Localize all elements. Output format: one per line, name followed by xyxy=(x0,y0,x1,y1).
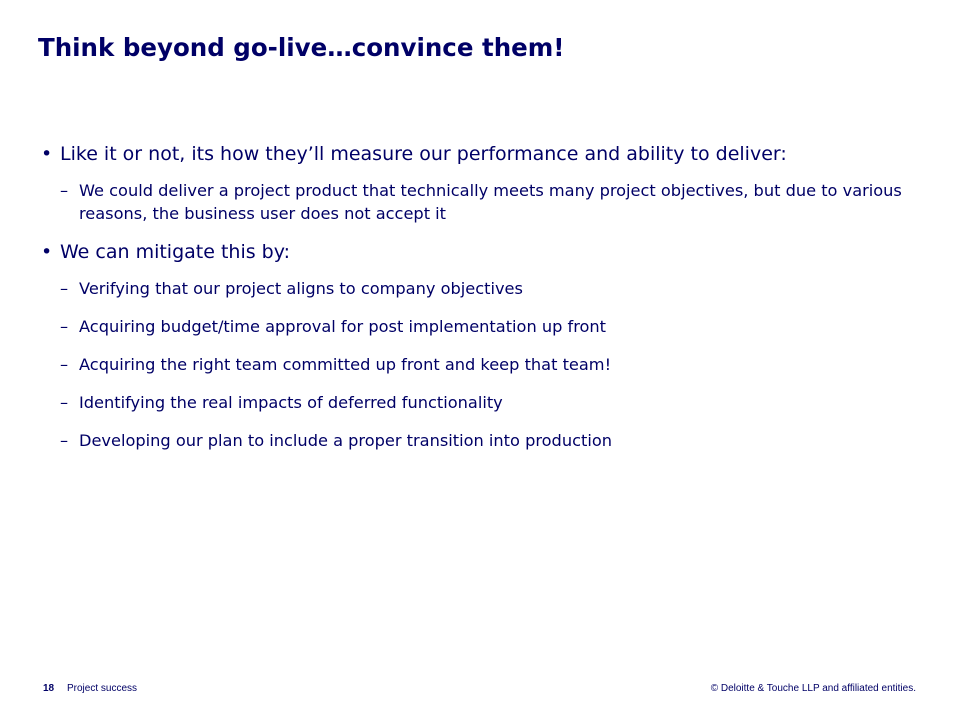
sub-bullet-item xyxy=(38,353,908,376)
bullet-marker: • xyxy=(41,143,53,165)
sub-bullet-item xyxy=(38,429,908,452)
sub-bullet-item xyxy=(38,179,908,225)
sub-bullet-item xyxy=(38,315,908,338)
bullet-text: We can mitigate this by: xyxy=(60,241,291,263)
sub-bullet-text: Developing our plan to include a proper transition into production xyxy=(79,431,612,450)
dash-marker: – xyxy=(60,355,69,374)
sub-bullet-text: We could deliver a project product that technically meets many project objectives, but due to various reasons, the business user does not accept it xyxy=(79,181,902,223)
sub-bullet-item xyxy=(38,277,908,300)
dash-marker: – xyxy=(60,279,69,298)
bullet-item xyxy=(38,141,908,167)
dash-marker: – xyxy=(60,181,69,200)
bullet-item xyxy=(38,239,908,265)
sub-bullet-text: Identifying the real impacts of deferred functionality xyxy=(79,393,503,412)
sub-bullet-item xyxy=(38,391,908,414)
slide-content xyxy=(38,141,908,467)
bullet-marker: • xyxy=(41,241,53,263)
bullet-text: Like it or not, its how they’ll measure our performance and ability to deliver: xyxy=(60,143,787,165)
sub-bullet-text: Verifying that our project aligns to company objectives xyxy=(79,279,523,298)
sub-bullet-list xyxy=(38,277,908,452)
sub-bullet-text: Acquiring the right team committed up front and keep that team! xyxy=(79,355,612,374)
slide-footer xyxy=(0,683,960,697)
page-number: 18 xyxy=(43,683,55,694)
dash-marker: – xyxy=(60,317,69,336)
copyright-notice: © Deloitte & Touche LLP and affiliated entities. xyxy=(710,683,916,694)
dash-marker: – xyxy=(60,431,69,450)
dash-marker: – xyxy=(60,393,69,412)
slide-title: Think beyond go-live…convince them! xyxy=(38,33,565,62)
section-name: Project success xyxy=(67,683,138,694)
sub-bullet-text: Acquiring budget/time approval for post implementation up front xyxy=(79,317,607,336)
